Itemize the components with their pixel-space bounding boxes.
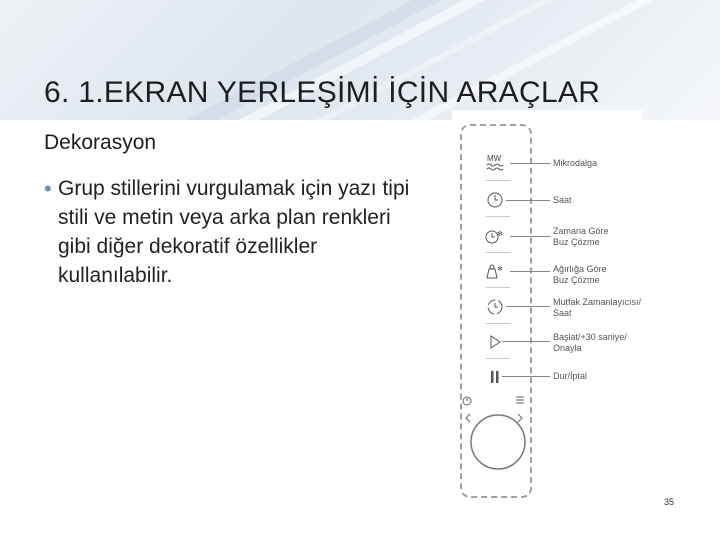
svg-text:MW: MW bbox=[487, 154, 502, 163]
callout-line bbox=[502, 341, 550, 342]
label-kitchen-timer: Mutfak Zamanlayıcısı/ Saat bbox=[553, 297, 642, 318]
divider bbox=[486, 358, 510, 359]
label-weight-defrost: Ağırlığa Göre Buz Çözme bbox=[553, 264, 607, 285]
svg-text:✻: ✻ bbox=[497, 266, 503, 273]
callout-line bbox=[506, 200, 550, 201]
callout-line bbox=[510, 271, 550, 272]
callout-line bbox=[510, 163, 550, 164]
divider bbox=[486, 287, 510, 288]
kitchen-timer-icon bbox=[480, 296, 510, 318]
divider bbox=[486, 323, 510, 324]
label-start: Başlat/+30 saniye/ Onayla bbox=[553, 332, 627, 353]
microwave-icon bbox=[480, 152, 510, 174]
bullet-item bbox=[44, 174, 424, 290]
bullet-marker: • bbox=[44, 176, 52, 201]
bullet-text: Grup stillerini vurgulamak için yazı tipi stili ve metin veya arka plan renkleri gibi diğer dekoratif özellikler kullanılabilir. bbox=[58, 177, 410, 287]
label-time-defrost: Zamana Göre Buz Çözme bbox=[553, 226, 609, 247]
menu-icon bbox=[514, 393, 526, 405]
label-microwave: Mikrodalga bbox=[553, 158, 598, 168]
slide-subtitle: Dekorasyon bbox=[44, 131, 157, 154]
power-icon bbox=[462, 393, 472, 403]
callout-line bbox=[502, 376, 550, 377]
dial-knob bbox=[468, 412, 528, 472]
slide-title: 6. 1.EKRAN YERLEŞİMİ İÇİN ARAÇLAR bbox=[44, 76, 601, 109]
svg-text:✻: ✻ bbox=[497, 231, 503, 238]
callout-line bbox=[510, 236, 550, 237]
stop-icon bbox=[480, 366, 510, 388]
page-number: 35 bbox=[664, 497, 675, 507]
label-stop: Dur/İptal bbox=[553, 371, 588, 381]
callout-line bbox=[506, 306, 550, 307]
divider bbox=[486, 252, 510, 253]
weight-defrost-icon bbox=[480, 260, 510, 282]
label-clock: Saat bbox=[553, 195, 572, 205]
start-icon bbox=[480, 331, 510, 353]
time-defrost-icon bbox=[480, 225, 510, 247]
divider bbox=[486, 216, 510, 217]
divider bbox=[486, 180, 510, 181]
